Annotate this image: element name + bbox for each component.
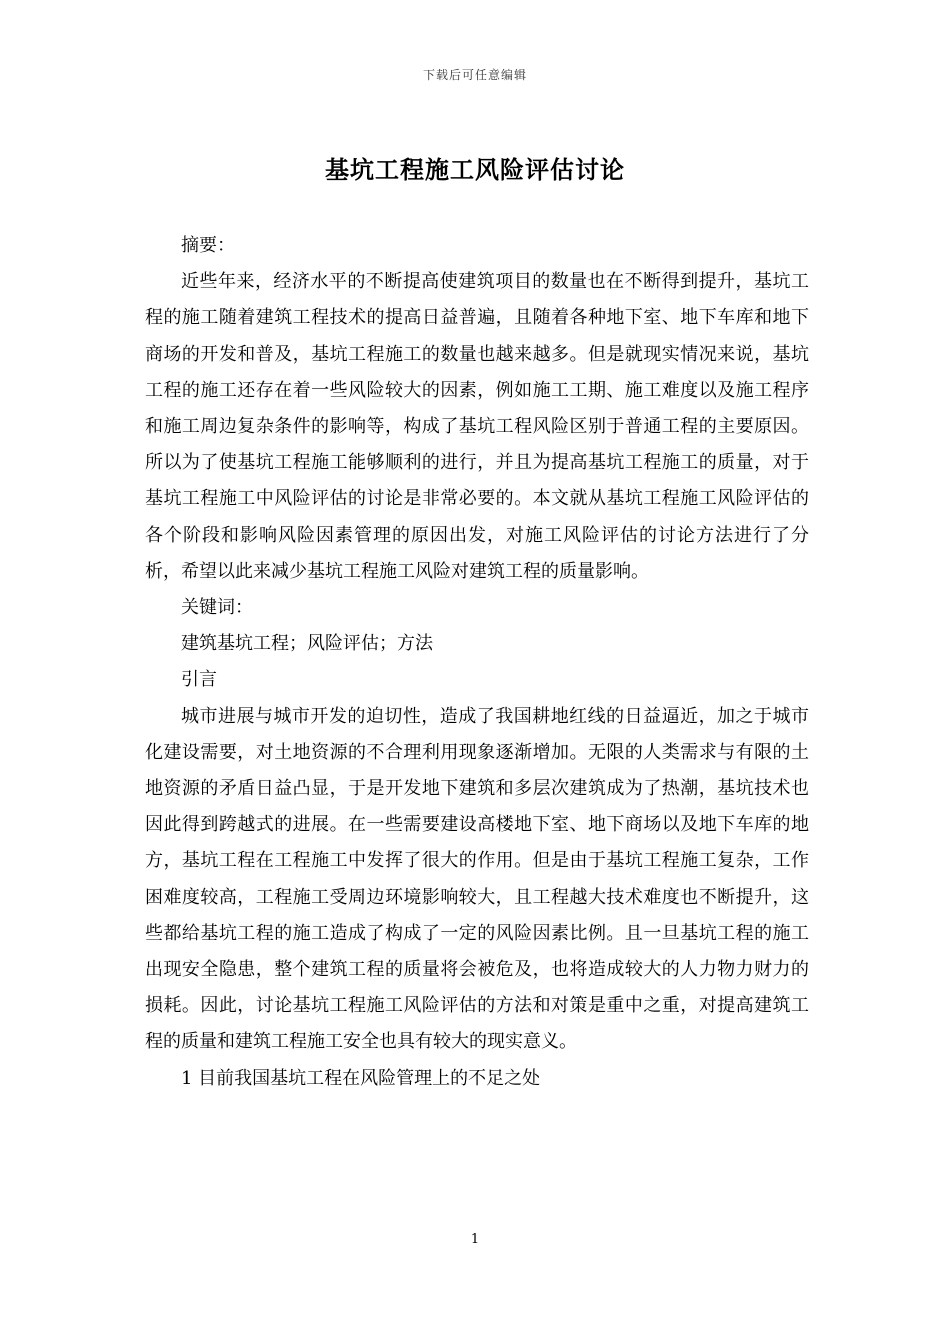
document-title: 基坑工程施工风险评估讨论: [325, 155, 625, 184]
keywords-label: 关键词：: [181, 597, 253, 619]
header-note: 下载后可任意编辑: [422, 68, 527, 82]
intro-heading: 引言: [181, 669, 217, 691]
keywords-paragraph: 建筑基坑工程；风险评估；方法: [181, 633, 433, 655]
abstract-label: 摘要：: [181, 235, 235, 256]
abstract-paragraph: 近些年来，经济水平的不断提高使建筑项目的数量也在不断得到提升，基坑工程的施工随着建筑工程技术的提高日益普遍，且随着各种地下室、地下车库和地下商场的开发和普及，基坑工程施工的数量也越来越多。但是就现实情况来说，基坑工程的施工还存在着一些风险较大的因素，例如施工工期、施工难度以及施工程序和施工周边复杂条件的影响等，构成了基坑工程风险区别于普通工程的主要原因。所以为了使基坑工程施工能够顺利的进行，并且为提高基坑工程施工的质量，对于基坑工程施工中风险评估的讨论是非常必要的。本文就从基坑工程施工风险评估的各个阶段和影响风险因素管理的原因出发，对施工风险评估的讨论方法进行了分析，希望以此来减少基坑工程施工风险对建筑工程的质量影响。: [145, 271, 809, 582]
intro-paragraph: 城市进展与城市开发的迫切性，造成了我国耕地红线的日益逼近，加之于城市化建设需要，对土地资源的不合理利用现象逐渐增加。无限的人类需求与有限的土地资源的矛盾日益凸显，于是开发地下建筑和多层次建筑成为了热潮，基坑技术也因此得到跨越式的进展。在一些需要建设高楼地下室、地下商场以及地下车库的地方，基坑工程在工程施工中发挥了很大的作用。但是由于基坑工程施工复杂，工作困难度较高，工程施工受周边环境影响较大，且工程越大技术难度也不断提升，这些都给基坑工程的施工造成了构成了一定的风险因素比例。且一旦基坑工程的施工出现安全隐患，整个建筑工程的质量将会被危及，也将造成较大的人力物力财力的损耗。因此，讨论基坑工程施工风险评估的方法和对策是重中之重，对提高建筑工程的质量和建筑工程施工安全也具有较大的现实意义。: [145, 705, 809, 1053]
page-number: 1: [470, 1232, 480, 1247]
document-body: [145, 228, 809, 1097]
section-1-heading: 1 目前我国基坑工程在风险管理上的不足之处: [181, 1067, 541, 1089]
